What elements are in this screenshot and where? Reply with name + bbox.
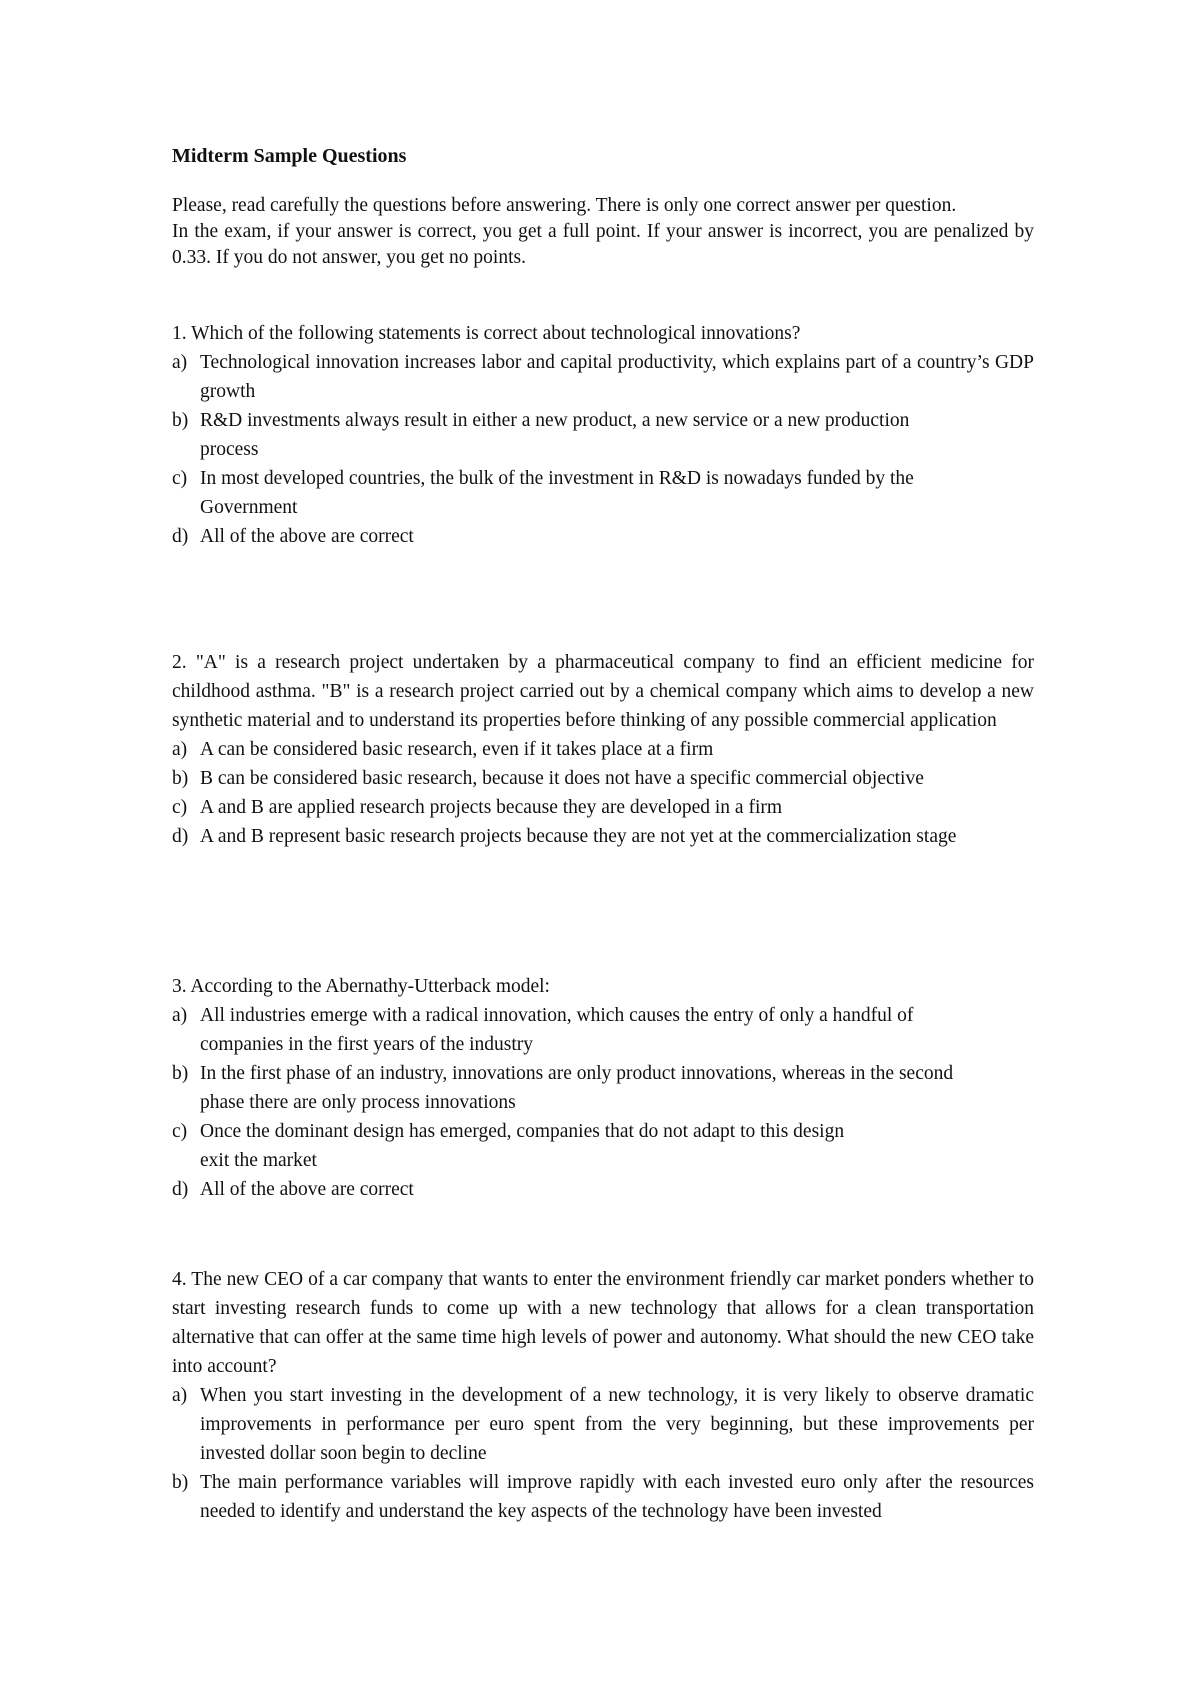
question-2-option-a — [172, 735, 1034, 764]
question-3-options — [172, 1001, 1034, 1204]
question-1-text: 1. Which of the following statements is correct about technological innovations? — [172, 323, 801, 344]
option-text: A can be considered basic research, even if it takes place at a firm — [200, 739, 714, 760]
option-letter: b) — [172, 768, 189, 789]
question-1-option-d — [172, 522, 1034, 551]
option-letter: b) — [172, 1063, 189, 1084]
option-text: Technological innovation increases labor and capital productivity, which explains part of a country’s GDP growth — [200, 352, 1034, 402]
question-2-text: 2. "A" is a research project undertaken by a pharmaceutical company to find an efficient medicine for childhood asthma. "B" is a research project carried out by a chemical company which aims to develop a new synthetic material and to understand its properties before thinking of any possible commercial application — [172, 652, 1034, 731]
question-3-text: 3. According to the Abernathy-Utterback model: — [172, 976, 550, 997]
instructions-paragraph-1: Please, read carefully the questions before answering. There is only one correct answer per question. — [172, 195, 957, 216]
question-2-option-d — [172, 822, 1034, 851]
option-text: In the first phase of an industry, innovations are only product innovations, whereas in the second phase there are only process innovations — [200, 1063, 954, 1113]
option-letter: d) — [172, 1179, 189, 1200]
option-letter: a) — [172, 739, 188, 760]
question-3-option-a — [172, 1001, 1034, 1059]
question-4-option-a — [172, 1381, 1034, 1468]
option-letter: a) — [172, 1005, 188, 1026]
question-3-option-b — [172, 1059, 1034, 1117]
question-3 — [172, 972, 1034, 1204]
question-2 — [172, 648, 1034, 851]
question-1-options — [172, 348, 1034, 551]
option-letter: c) — [172, 1121, 188, 1142]
option-letter: c) — [172, 468, 188, 489]
question-4-text: 4. The new CEO of a car company that wants to enter the environment friendly car market ponders whether to start investing research funds to come up with a new technology that allows for a clean transportation alternative that can offer at the same time high levels of power and autonomy. What should the new CEO take into account? — [172, 1269, 1034, 1377]
option-text: A and B represent basic research projects because they are not yet at the commercialization stage — [200, 826, 957, 847]
option-text: Once the dominant design has emerged, companies that do not adapt to this design exit the market — [200, 1121, 845, 1171]
option-text: B can be considered basic research, because it does not have a specific commercial objective — [200, 768, 924, 789]
question-3-option-c — [172, 1117, 1034, 1175]
question-2-option-b — [172, 764, 1034, 793]
option-text: All industries emerge with a radical innovation, which causes the entry of only a handful of companies in the first years of the industry — [200, 1005, 914, 1055]
question-1-option-b — [172, 406, 1034, 464]
question-4 — [172, 1265, 1034, 1526]
option-text: In most developed countries, the bulk of the investment in R&D is nowadays funded by the Government — [200, 468, 914, 518]
option-letter: a) — [172, 352, 188, 373]
question-1 — [172, 319, 1034, 551]
option-letter: c) — [172, 797, 188, 818]
instructions — [172, 193, 1034, 271]
option-text: All of the above are correct — [200, 1179, 414, 1200]
question-2-option-c — [172, 793, 1034, 822]
instructions-paragraph-2: In the exam, if your answer is correct, you get a full point. If your answer is incorrect, you are penalized by 0.33. If you do not answer, you get no points. — [172, 221, 1034, 268]
option-letter: b) — [172, 1472, 189, 1493]
page-title: Midterm Sample Questions — [172, 145, 407, 167]
option-letter: d) — [172, 826, 189, 847]
option-text: R&D investments always result in either a new product, a new service or a new production process — [200, 410, 910, 460]
question-2-options — [172, 735, 1034, 851]
option-letter: b) — [172, 410, 189, 431]
option-text: A and B are applied research projects because they are developed in a firm — [200, 797, 783, 818]
question-1-option-a — [172, 348, 1034, 406]
option-text: All of the above are correct — [200, 526, 414, 547]
question-1-option-c — [172, 464, 1034, 522]
question-4-options — [172, 1381, 1034, 1526]
option-text: The main performance variables will improve rapidly with each invested euro only after the resources needed to identify and understand the key aspects of the technology have been invested — [200, 1472, 1034, 1522]
option-letter: d) — [172, 526, 189, 547]
option-text: When you start investing in the development of a new technology, it is very likely to observe dramatic improvements in performance per euro spent from the very beginning, but these improvements per invested dollar soon begin to decline — [200, 1385, 1034, 1464]
option-letter: a) — [172, 1385, 188, 1406]
question-3-option-d — [172, 1175, 1034, 1204]
question-4-option-b — [172, 1468, 1034, 1526]
